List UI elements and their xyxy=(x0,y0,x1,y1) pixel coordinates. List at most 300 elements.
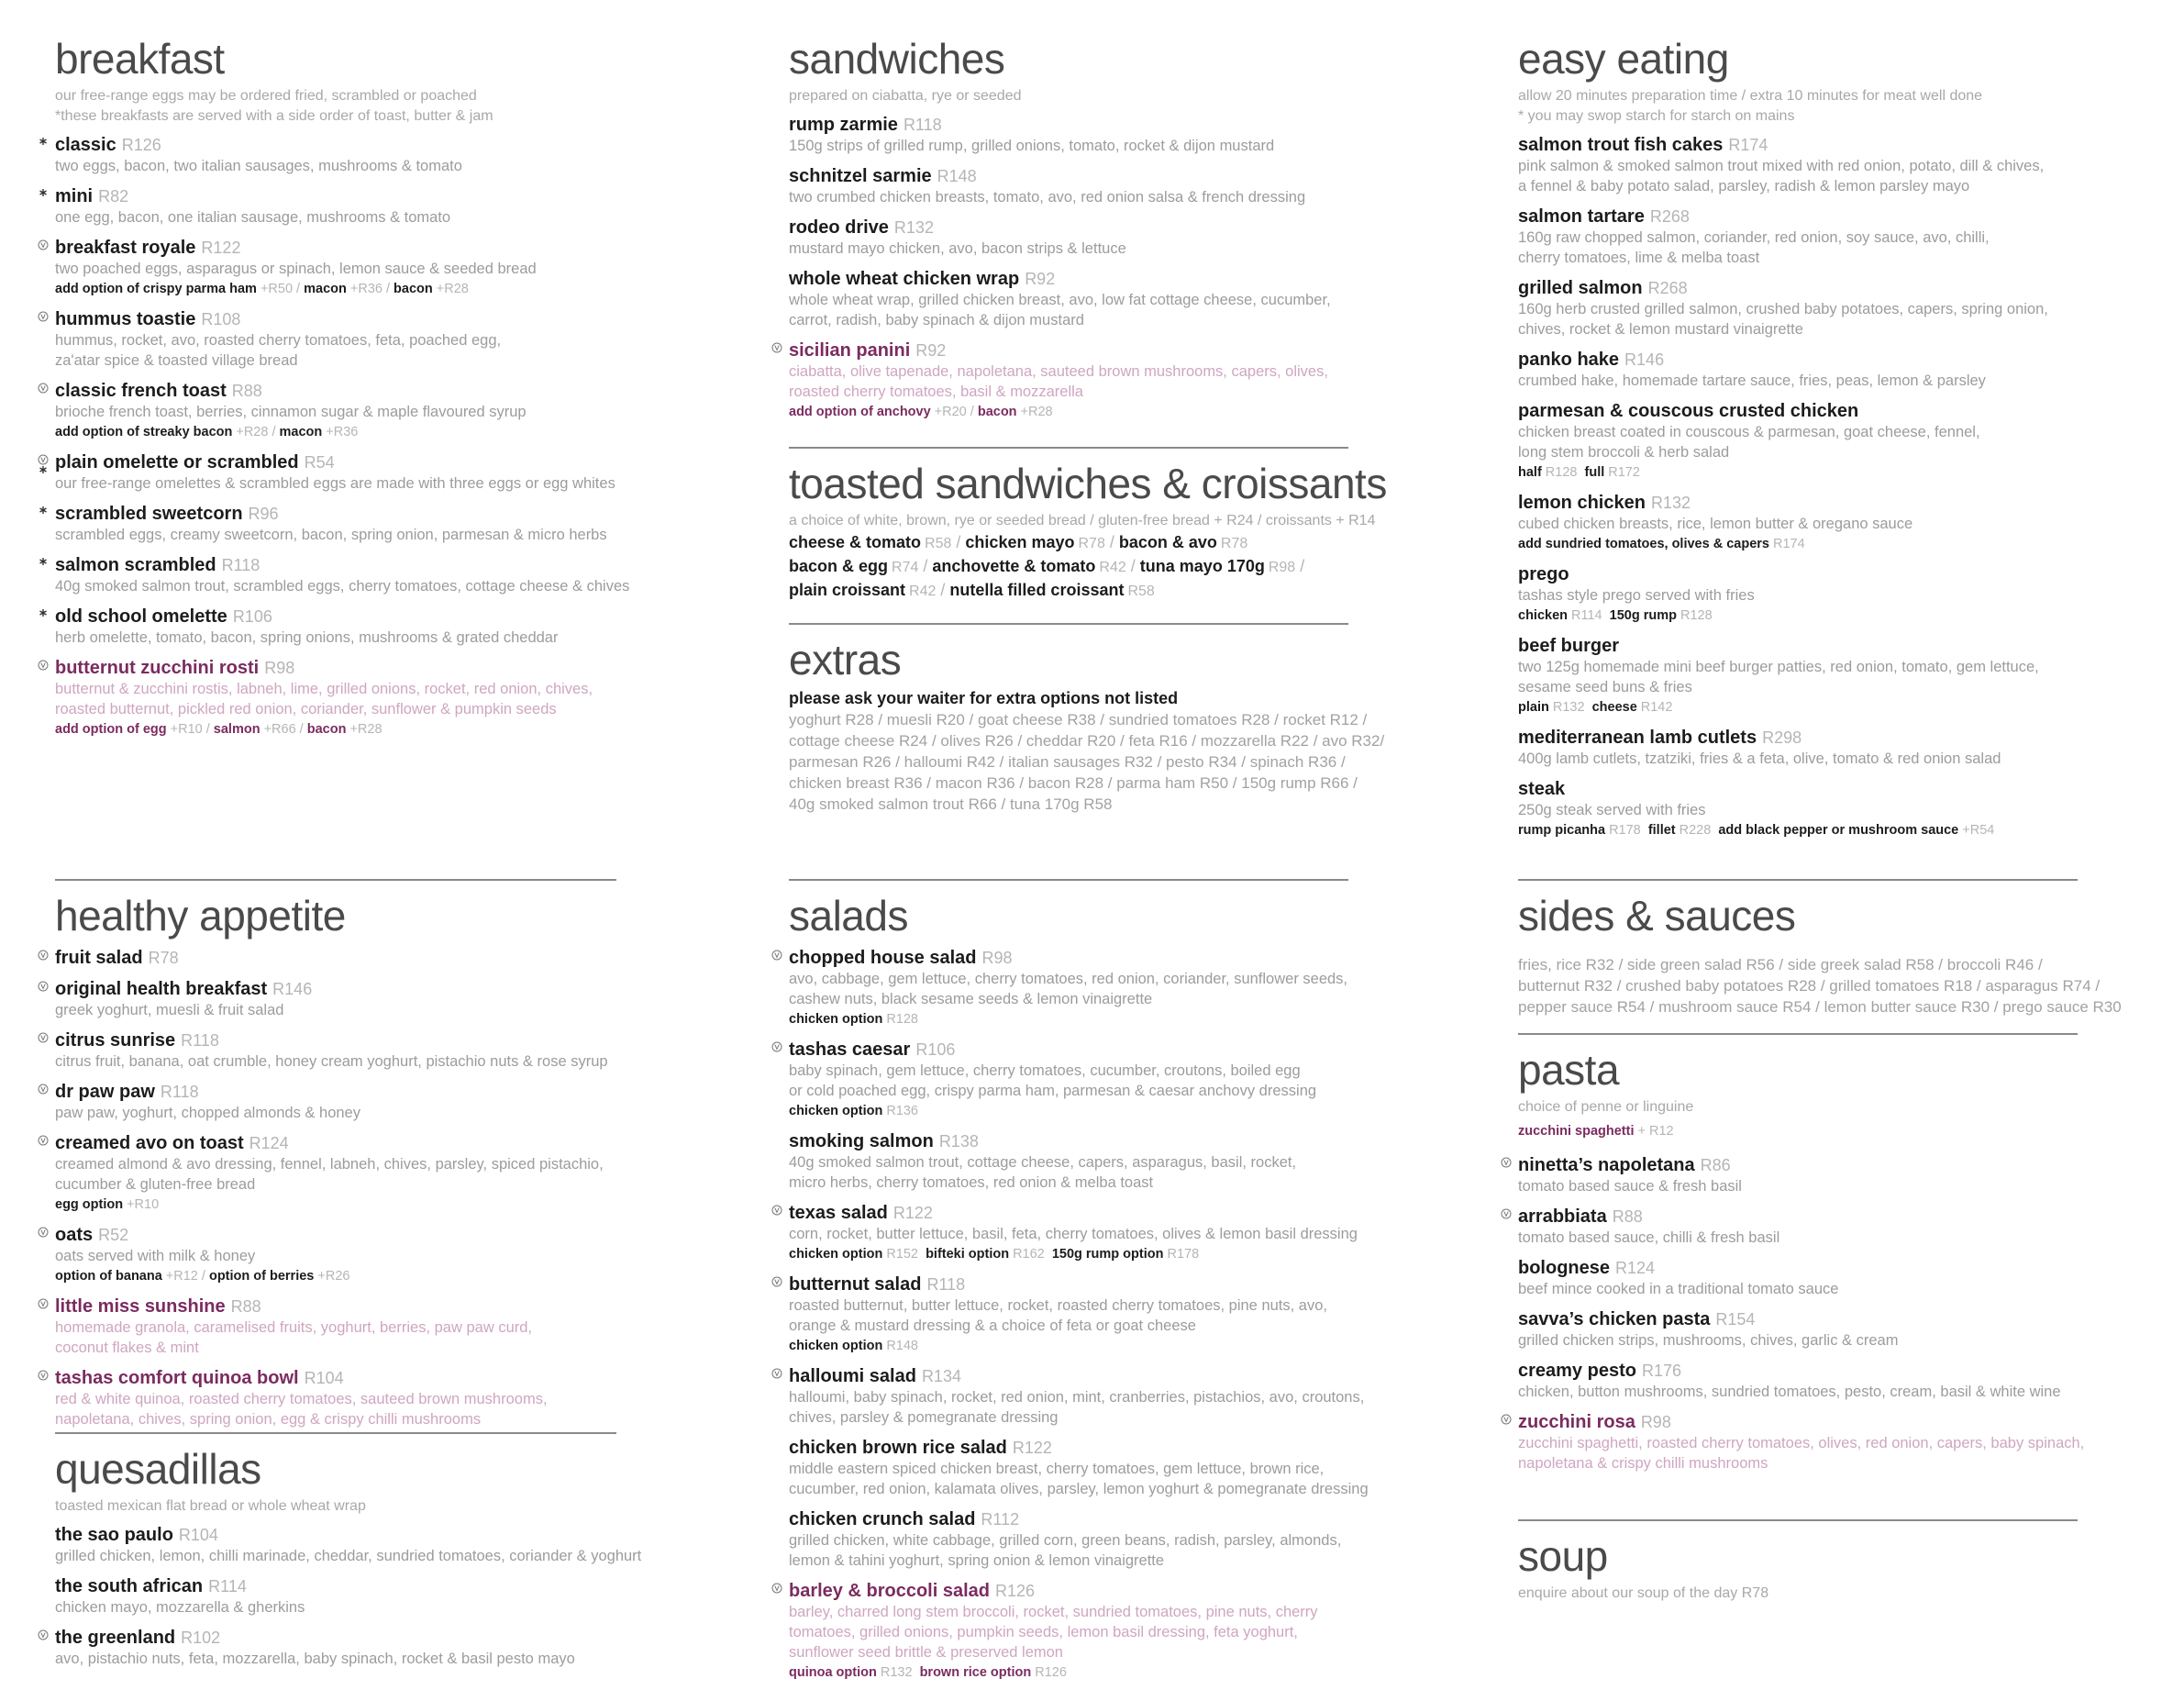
item-description: chicken breast coated in couscous & parmesan, goat cheese, fennel, xyxy=(1518,424,1980,440)
vegetarian-icon xyxy=(38,454,49,465)
item-name: sicilian panini xyxy=(789,340,911,361)
option-label: plain xyxy=(1518,700,1549,715)
menu-item[interactable] xyxy=(1518,492,2178,554)
item-title xyxy=(55,1575,734,1597)
menu-items xyxy=(55,1524,734,1669)
item-marker xyxy=(37,660,50,671)
item-name: halloumi salad xyxy=(789,1366,916,1386)
item-name: butternut zucchini rosti xyxy=(55,658,260,678)
vegetarian-icon xyxy=(38,1629,49,1640)
vegetarian-icon xyxy=(771,950,782,961)
item-marker xyxy=(37,137,50,146)
item-description: herb omelette, tomato, bacon, spring onions, mushrooms & grated cheddar xyxy=(55,629,559,646)
menu-item[interactable] xyxy=(55,1132,734,1215)
menu-item[interactable] xyxy=(1518,1154,2178,1196)
option-price: R136 xyxy=(886,1104,918,1118)
menu-item[interactable] xyxy=(55,554,734,596)
menu-item[interactable] xyxy=(1518,277,2178,339)
item-description: corn, rocket, butter lettuce, basil, feta, cherry tomatoes, olives & lemon basil dressing xyxy=(789,1226,1358,1242)
item-description: napoletana & crispy chilli mushrooms xyxy=(1518,1455,1768,1472)
section-title: healthy appetite xyxy=(55,892,346,940)
toasted-sandwiches-section xyxy=(789,447,1449,603)
vegetarian-icon xyxy=(38,660,49,671)
menu-item[interactable] xyxy=(55,1081,734,1123)
section-title: pasta xyxy=(1518,1046,1620,1094)
item-description: long stem broccoli & herb salad xyxy=(1518,444,1730,461)
item-title xyxy=(1518,1257,2178,1279)
item-name: the south african xyxy=(55,1576,204,1596)
item-description: 40g smoked salmon trout, scrambled eggs, cherry tomatoes, cottage cheese & chives xyxy=(55,578,630,595)
item-title xyxy=(1518,400,2178,422)
item-title xyxy=(1518,635,2178,657)
menu-item[interactable] xyxy=(55,657,734,739)
vegetarian-icon xyxy=(1501,1414,1512,1425)
item-title xyxy=(789,1365,1449,1387)
option-label: option of berries xyxy=(208,1269,315,1284)
section-note: enquire about our soup of the day R78 xyxy=(1518,1585,1769,1601)
vegetarian-icon xyxy=(771,1276,782,1287)
item-name: scrambled sweetcorn xyxy=(55,504,243,524)
item-name: zucchini rosa xyxy=(1518,1412,1635,1432)
item-marker xyxy=(37,454,50,474)
item-price: R88 xyxy=(1612,1207,1643,1226)
section-title: extras xyxy=(789,636,902,684)
sides-sauces-section xyxy=(1518,879,2178,1017)
menu-item[interactable] xyxy=(55,237,734,299)
menu-item[interactable] xyxy=(789,1039,1449,1121)
toasted-item-name: chicken mayo xyxy=(965,533,1075,551)
item-description: whole wheat wrap, grilled chicken breast, avo, low fat cottage cheese, cucumber, xyxy=(789,292,1331,308)
menu-item[interactable] xyxy=(789,114,1449,156)
item-description: zucchini spaghetti, roasted cherry tomatoes, olives, red onion, capers, baby spinach, xyxy=(1518,1435,2085,1451)
section-divider xyxy=(1518,879,2078,881)
option-separator: / xyxy=(202,722,214,737)
item-title xyxy=(1518,134,2178,156)
option-label: add black pepper or mushroom sauce xyxy=(1718,823,1959,838)
item-marker xyxy=(1500,1414,1513,1425)
item-description: mustard mayo chicken, avo, bacon strips & lettuce xyxy=(789,240,1126,257)
item-price: R106 xyxy=(915,1040,956,1059)
option-label: half xyxy=(1518,465,1542,480)
item-description: tomatoes, grilled onions, pumpkin seeds, lemon basil dressing, feta yoghurt, xyxy=(789,1624,1298,1640)
item-price: R118 xyxy=(160,1083,199,1101)
item-title xyxy=(55,1524,734,1546)
item-title xyxy=(789,339,1449,361)
section-title: easy eating xyxy=(1518,35,1729,83)
menu-item[interactable] xyxy=(789,1202,1449,1264)
item-name: fruit salad xyxy=(55,948,143,968)
item-description: hummus, rocket, avo, roasted cherry tomatoes, feta, poached egg, xyxy=(55,332,502,349)
menu-items xyxy=(789,114,1449,422)
item-marker xyxy=(37,981,50,992)
item-options xyxy=(1518,606,2178,626)
section-title: soup xyxy=(1518,1532,1608,1580)
option-separator xyxy=(918,1247,926,1262)
item-options xyxy=(789,1336,1449,1356)
menu-item[interactable] xyxy=(789,217,1449,259)
item-name: salmon tartare xyxy=(1518,206,1645,227)
menu-item[interactable] xyxy=(55,308,734,371)
quesadillas-section xyxy=(55,1432,734,1669)
option-label: bacon xyxy=(394,282,433,296)
section-note: prepared on ciabatta, rye or seeded xyxy=(789,88,1022,104)
option-label: brown rice option xyxy=(919,1665,1032,1680)
menu-item[interactable] xyxy=(789,165,1449,207)
toasted-item-name: anchovette & tomato xyxy=(932,557,1096,575)
item-options xyxy=(55,422,734,442)
section-note: *these breakfasts are served with a side order of toast, butter & jam xyxy=(55,108,493,124)
item-price: R132 xyxy=(893,218,934,237)
option-separator: / xyxy=(1104,533,1119,551)
item-name: citrus sunrise xyxy=(55,1030,176,1051)
option-separator: / xyxy=(966,405,978,419)
item-options xyxy=(789,1009,1449,1029)
menu-item[interactable] xyxy=(55,947,734,969)
item-name: bolognese xyxy=(1518,1258,1611,1278)
item-description: two poached eggs, asparagus or spinach, lemon sauce & seeded bread xyxy=(55,261,537,277)
item-description: two eggs, bacon, two italian sausages, mushrooms & tomato xyxy=(55,158,462,174)
item-name: lemon chicken xyxy=(1518,493,1646,513)
menu-item[interactable] xyxy=(789,1580,1449,1683)
item-marker xyxy=(37,1298,50,1309)
menu-item[interactable] xyxy=(1518,727,2178,769)
vegetarian-icon xyxy=(771,342,782,353)
menu-item[interactable] xyxy=(1518,1257,2178,1299)
option-price: +R12 xyxy=(165,1269,198,1284)
item-name: breakfast royale xyxy=(55,238,196,258)
option-label: chicken option xyxy=(789,1339,883,1353)
item-description: 40g smoked salmon trout, cottage cheese, capers, asparagus, basil, rocket, xyxy=(789,1154,1297,1171)
item-description: grilled chicken, lemon, chilli marinade, cheddar, sundried tomatoes, coriander & yoghurt xyxy=(55,1548,642,1564)
item-description: barley, charred long stem broccoli, rocket, sundried tomatoes, pine nuts, cherry xyxy=(789,1604,1318,1620)
menu-item[interactable] xyxy=(789,947,1449,1029)
item-description: cucumber, red onion, kalamata olives, parsley, lemon yoghurt & pomegranate dressing xyxy=(789,1481,1369,1497)
item-name: classic xyxy=(55,135,116,155)
item-title xyxy=(55,185,734,207)
menu-item[interactable] xyxy=(1518,563,2178,626)
item-price: R146 xyxy=(1624,350,1665,369)
item-description: 150g strips of grilled rump, grilled onions, tomato, rocket & dijon mustard xyxy=(789,138,1275,154)
menu-item[interactable] xyxy=(789,1437,1449,1499)
section-divider xyxy=(789,447,1348,449)
item-price: R154 xyxy=(1715,1310,1756,1329)
item-name: salmon scrambled xyxy=(55,555,216,575)
menu-item[interactable] xyxy=(1518,1411,2178,1473)
item-marker xyxy=(770,1276,783,1287)
sandwiches-section xyxy=(789,35,1449,422)
menu-item[interactable] xyxy=(55,380,734,442)
option-separator xyxy=(1585,700,1592,715)
item-description: chives, rocket & lemon mustard vinaigrette xyxy=(1518,321,1803,338)
item-description: one egg, bacon, one italian sausage, mushrooms & tomato xyxy=(55,209,451,226)
item-name: beef burger xyxy=(1518,636,1620,656)
item-marker xyxy=(770,1041,783,1052)
option-price: +R28 xyxy=(436,282,469,296)
option-separator: / xyxy=(295,722,307,737)
option-separator: / xyxy=(268,425,280,439)
menu-item[interactable] xyxy=(789,1130,1449,1193)
item-title xyxy=(789,268,1449,290)
item-marker xyxy=(37,1629,50,1640)
item-marker xyxy=(37,311,50,322)
item-title xyxy=(1518,1206,2178,1228)
item-description: sesame seed buns & fries xyxy=(1518,679,1692,695)
menu-item[interactable] xyxy=(789,339,1449,422)
menu-item[interactable] xyxy=(1518,349,2178,391)
option-separator xyxy=(1602,608,1610,623)
item-title xyxy=(789,1130,1449,1152)
item-title xyxy=(55,1029,734,1051)
menu-item[interactable] xyxy=(1518,134,2178,196)
item-description: beef mince cooked in a traditional tomato sauce xyxy=(1518,1281,1839,1297)
item-price: R104 xyxy=(178,1526,218,1544)
item-options xyxy=(789,402,1449,422)
item-name: mini xyxy=(55,186,94,206)
menu-item[interactable] xyxy=(55,1627,734,1669)
option-separator: / xyxy=(951,533,966,551)
asterisk-icon xyxy=(39,557,48,566)
item-description: halloumi, baby spinach, rocket, red onion, mint, cranberries, pistachios, avo, croutons, xyxy=(789,1389,1365,1406)
option-price: +R50 xyxy=(260,282,294,296)
item-price: R148 xyxy=(937,167,977,185)
menu-item[interactable] xyxy=(55,134,734,176)
item-description: creamed almond & avo dressing, fennel, labneh, chives, parsley, spiced pistachio, xyxy=(55,1156,604,1173)
item-name: parmesan & couscous crusted chicken xyxy=(1518,401,1859,421)
item-title xyxy=(1518,563,2178,585)
item-name: original health breakfast xyxy=(55,979,268,999)
option-price: +R36 xyxy=(349,282,382,296)
item-price: R86 xyxy=(1700,1156,1731,1174)
menu-items xyxy=(1518,134,2178,840)
item-price: R118 xyxy=(181,1031,219,1050)
item-price: R52 xyxy=(98,1226,129,1244)
item-price: R174 xyxy=(1728,136,1768,154)
option-price: R114 xyxy=(1571,608,1602,623)
menu-item[interactable] xyxy=(1518,635,2178,717)
menu-item[interactable] xyxy=(55,185,734,228)
option-price: R162 xyxy=(1013,1247,1045,1262)
item-marker xyxy=(37,1370,50,1381)
item-title xyxy=(1518,492,2178,514)
item-description: grilled chicken, white cabbage, grilled corn, green beans, radish, parsley, almonds, xyxy=(789,1532,1342,1549)
section-title: sides & sauces xyxy=(1518,892,1796,940)
option-price: +R54 xyxy=(1962,823,1995,838)
option-price: R128 xyxy=(886,1012,918,1027)
menu-item[interactable] xyxy=(789,1365,1449,1428)
item-description: avo, pistachio nuts, feta, mozzarella, baby spinach, rocket & basil pesto mayo xyxy=(55,1651,575,1667)
option-separator: / xyxy=(293,282,305,296)
item-description: za'atar spice & toasted village bread xyxy=(55,352,298,369)
option-price: +R10 xyxy=(170,722,203,737)
salads-section xyxy=(789,879,1449,1683)
menu-item[interactable] xyxy=(55,978,734,1020)
item-name: hummus toastie xyxy=(55,309,196,329)
option-price: + R12 xyxy=(1637,1124,1674,1139)
item-description: two crumbed chicken breasts, tomato, avo, red onion salsa & french dressing xyxy=(789,189,1306,206)
option-price: R178 xyxy=(1609,823,1641,838)
item-description: coconut flakes & mint xyxy=(55,1340,199,1356)
menu-item[interactable] xyxy=(55,1575,734,1618)
item-description: oats served with milk & honey xyxy=(55,1248,256,1264)
option-price: R142 xyxy=(1640,700,1673,715)
item-title xyxy=(1518,206,2178,228)
menu-item[interactable] xyxy=(1518,1360,2178,1402)
toasted-item-name: plain croissant xyxy=(789,581,906,599)
item-price: R124 xyxy=(1615,1259,1656,1277)
item-name: the sao paulo xyxy=(55,1525,173,1545)
item-name: ninetta’s napoletana xyxy=(1518,1155,1695,1175)
item-description: lemon & tahini yoghurt, spring onion & lemon vinaigrette xyxy=(789,1552,1165,1569)
item-price: R98 xyxy=(1640,1413,1671,1431)
item-name: barley & broccoli salad xyxy=(789,1581,990,1601)
menu-item[interactable] xyxy=(1518,1308,2178,1351)
item-description: cashew nuts, black sesame seeds & lemon vinaigrette xyxy=(789,991,1153,1007)
item-price: R176 xyxy=(1641,1362,1681,1380)
item-marker xyxy=(37,1135,50,1146)
vegetarian-icon xyxy=(38,1370,49,1381)
item-marker xyxy=(37,557,50,566)
item-title xyxy=(1518,1154,2178,1176)
item-price: R126 xyxy=(994,1582,1036,1600)
option-label: 150g rump option xyxy=(1051,1247,1164,1262)
item-description: crumbed hake, homemade tartare sauce, fries, peas, lemon & parsley xyxy=(1518,372,1986,389)
option-price: R132 xyxy=(1552,700,1585,715)
toasted-item-name: tuna mayo 170g xyxy=(1139,557,1265,575)
option-label: bifteki option xyxy=(926,1247,1010,1262)
option-label: add option of anchovy xyxy=(789,405,931,419)
menu-item[interactable] xyxy=(789,268,1449,330)
menu-item[interactable] xyxy=(55,503,734,545)
asterisk-icon xyxy=(39,608,48,617)
section-title: breakfast xyxy=(55,35,225,83)
option-price: +R36 xyxy=(326,425,359,439)
menu-item[interactable] xyxy=(55,451,734,494)
item-price: R134 xyxy=(921,1367,961,1385)
vegetarian-icon xyxy=(38,311,49,322)
item-price: R104 xyxy=(304,1369,344,1387)
item-name: chicken crunch salad xyxy=(789,1509,976,1529)
menu-item[interactable] xyxy=(55,1524,734,1566)
item-options xyxy=(55,1266,734,1286)
toasted-item-name: nutella filled croissant xyxy=(949,581,1125,599)
item-description: cherry tomatoes, lime & melba toast xyxy=(1518,250,1760,266)
option-price: +R28 xyxy=(349,722,382,737)
item-options xyxy=(55,1195,734,1215)
option-label: macon xyxy=(304,282,347,296)
item-name: dr paw paw xyxy=(55,1082,155,1102)
item-price: R138 xyxy=(938,1132,979,1151)
option-separator: / xyxy=(936,581,950,599)
item-name: oats xyxy=(55,1225,94,1245)
item-options xyxy=(1518,820,2178,840)
item-description: our free-range omelettes & scrambled eggs are made with three eggs or egg whites xyxy=(55,475,615,492)
option-price: R126 xyxy=(1035,1665,1067,1680)
menu-item[interactable] xyxy=(1518,1206,2178,1248)
menu-item[interactable] xyxy=(1518,778,2178,840)
vegetarian-icon xyxy=(38,981,49,992)
toasted-row xyxy=(789,555,1449,579)
item-marker xyxy=(37,608,50,617)
item-title xyxy=(55,308,734,330)
option-label: bacon xyxy=(977,405,1017,419)
menu-items xyxy=(55,134,734,739)
item-title xyxy=(55,978,734,1000)
item-options xyxy=(55,279,734,299)
item-options xyxy=(789,1662,1449,1683)
item-price: R126 xyxy=(121,136,161,154)
toasted-list xyxy=(789,531,1449,603)
option-price: R128 xyxy=(1545,465,1578,480)
menu-item[interactable] xyxy=(55,1295,734,1358)
menu-items xyxy=(789,947,1449,1683)
vegetarian-icon xyxy=(38,239,49,250)
item-price: R122 xyxy=(1012,1439,1052,1457)
menu-item[interactable] xyxy=(1518,206,2178,268)
menu-item[interactable] xyxy=(1518,400,2178,483)
item-name: plain omelette or scrambled xyxy=(55,452,299,473)
item-title xyxy=(55,554,734,576)
menu-item[interactable] xyxy=(55,1224,734,1286)
pasta-section xyxy=(1518,1033,2178,1473)
item-name: salmon trout fish cakes xyxy=(1518,135,1724,155)
item-marker xyxy=(37,1227,50,1238)
option-price: +R20 xyxy=(934,405,967,419)
vegetarian-icon xyxy=(771,1205,782,1216)
toasted-row xyxy=(789,579,1449,603)
menu-item[interactable] xyxy=(789,1508,1449,1571)
item-description: 400g lamb cutlets, tzatziki, fries & a feta, olive, tomato & red onion salad xyxy=(1518,750,2001,767)
price-list-line: butternut R32 / crushed baby potatoes R28 / grilled tomatoes R18 / asparagus R74 / xyxy=(1518,977,2101,995)
section-note: a choice of white, brown, rye or seeded bread / gluten-free bread + R24 / croissants + R14 xyxy=(789,513,1376,528)
menu-item[interactable] xyxy=(789,1273,1449,1356)
menu-item[interactable] xyxy=(55,1029,734,1072)
section-note: choice of penne or linguine xyxy=(1518,1099,1694,1115)
item-description: greek yoghurt, muesli & fruit salad xyxy=(55,1002,284,1018)
item-description: citrus fruit, banana, oat crumble, honey cream yoghurt, pistachio nuts & rose syrup xyxy=(55,1053,608,1070)
item-description: ciabatta, olive tapenade, napoletana, sauteed brown mushrooms, capers, olives, xyxy=(789,363,1328,380)
menu-item[interactable] xyxy=(55,606,734,648)
item-options xyxy=(55,719,734,739)
menu-item[interactable] xyxy=(55,1367,734,1429)
option-price: +R66 xyxy=(263,722,296,737)
item-marker xyxy=(37,383,50,394)
item-price: R98 xyxy=(981,949,1013,967)
item-name: whole wheat chicken wrap xyxy=(789,269,1020,289)
toasted-item-price: R58 xyxy=(925,536,952,551)
soup-section xyxy=(1518,1519,2178,1604)
item-price: R114 xyxy=(208,1577,247,1595)
option-label: fillet xyxy=(1647,823,1676,838)
item-name: smoking salmon xyxy=(789,1131,934,1151)
item-description: tomato based sauce, chilli & fresh basil xyxy=(1518,1229,1780,1246)
option-label: add option of crispy parma ham xyxy=(55,282,257,296)
option-separator xyxy=(1577,465,1584,480)
item-description: homemade granola, caramelised fruits, yoghurt, berries, paw paw curd, xyxy=(55,1319,532,1336)
item-price: R102 xyxy=(181,1629,221,1647)
item-name: classic french toast xyxy=(55,381,227,401)
item-price: R106 xyxy=(232,607,272,626)
pasta-option xyxy=(1518,1121,2178,1141)
item-price: R146 xyxy=(272,980,313,998)
vegetarian-icon xyxy=(38,1084,49,1095)
item-title xyxy=(1518,1308,2178,1330)
section-divider xyxy=(55,879,616,881)
option-price: R172 xyxy=(1608,465,1640,480)
item-title xyxy=(1518,778,2178,800)
option-price: +R26 xyxy=(317,1269,350,1284)
item-description: carrot, radish, baby spinach & dijon mustard xyxy=(789,312,1084,328)
option-label: 150g rump xyxy=(1609,608,1677,623)
